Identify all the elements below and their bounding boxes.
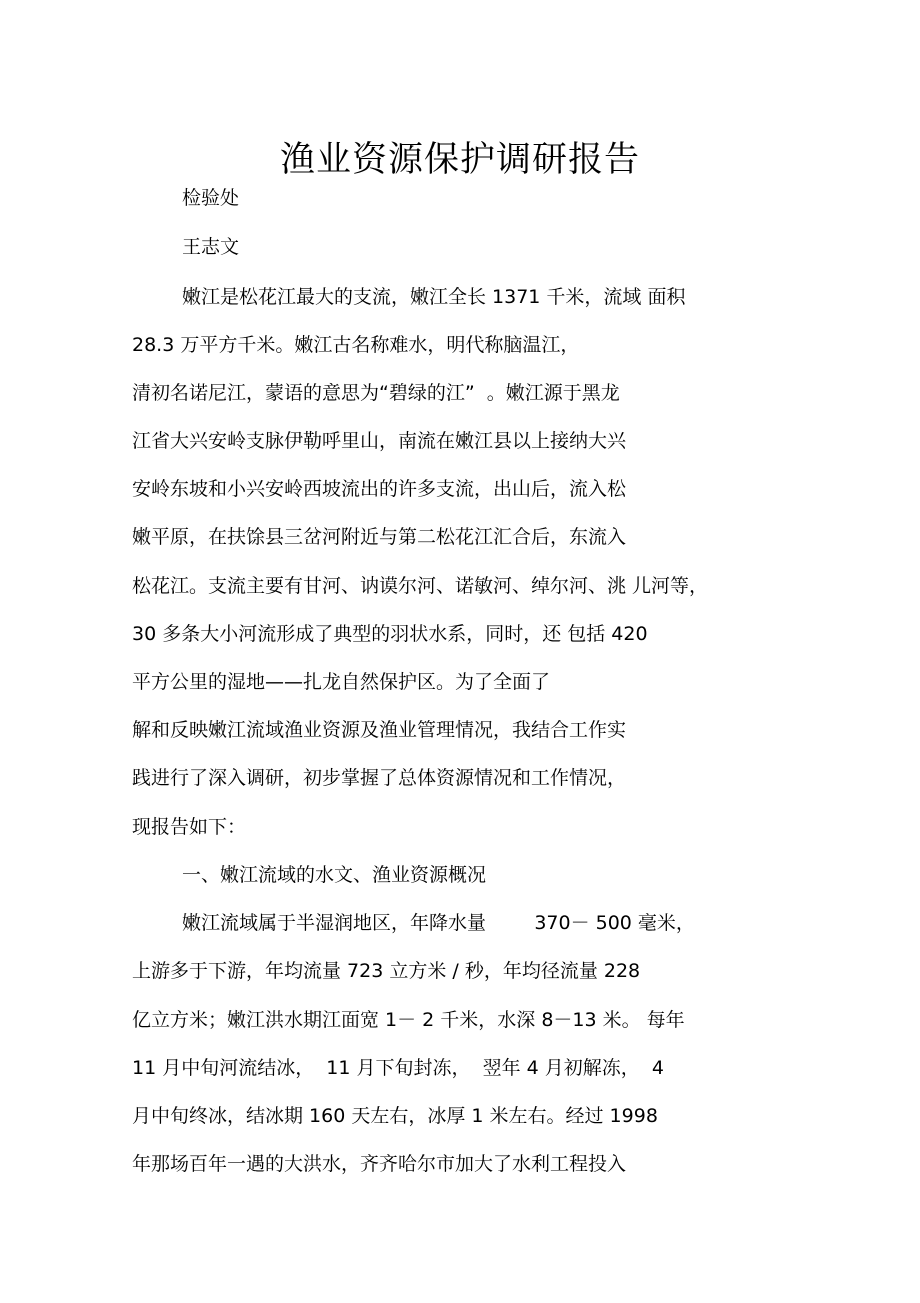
paragraph-line: 亿立方米；嫩江洪水期江面宽 1－ 2 千米，水深 8－13 米。 每年 <box>132 1009 685 1031</box>
paragraph-line: 嫩江流域属于半湿润地区，年降水量 370－ 500 毫米， <box>182 912 695 934</box>
paragraph-line: 解和反映嫩江流域渔业资源及渔业管理情况，我结合工作实 <box>132 719 627 741</box>
paragraph-line: 清初名诺尼江，蒙语的意思为“碧绿的江” 。嫩江源于黑龙 <box>132 382 620 404</box>
paragraph-line: 践进行了深入调研，初步掌握了总体资源情况和工作情况， <box>132 767 627 789</box>
paragraph-line: 上游多于下游，年均流量 723 立方米 / 秒，年均径流量 228 <box>132 960 641 982</box>
paragraph-line: 11 月中旬河流结冰， 11 月下旬封冻， 翌年 4 月初解冻， 4 <box>132 1057 664 1079</box>
paragraph-line: 30 多条大小河流形成了典型的羽状水系，同时，还 包括 420 <box>132 623 648 645</box>
author-name: 王志文 <box>182 236 240 258</box>
department-label: 检验处 <box>182 187 240 209</box>
paragraph-line: 现报告如下： <box>132 816 247 838</box>
paragraph-line: 28.3 万平方千米。嫩江古名称难水，明代称脑温江， <box>132 334 580 356</box>
paragraph-line: 月中旬终冰，结冰期 160 天左右，冰厚 1 米左右。经过 1998 <box>132 1105 658 1127</box>
paragraph-line: 年那场百年一遇的大洪水，齐齐哈尔市加大了水利工程投入 <box>132 1153 627 1175</box>
section-heading: 一、嫩江流域的水文、渔业资源概况 <box>182 864 487 886</box>
paragraph-line: 江省大兴安岭支脉伊勒呼里山，南流在嫩江县以上接纳大兴 <box>132 430 627 452</box>
paragraph-line: 平方公里的湿地——扎龙自然保护区。为了全面了 <box>132 671 551 693</box>
paragraph-line: 安岭东坡和小兴安岭西坡流出的许多支流，出山后，流入松 <box>132 478 627 500</box>
paragraph-line: 嫩平原，在扶馀县三岔河附近与第二松花江汇合后，东流入 <box>132 526 627 548</box>
document-title: 渔业资源保护调研报告 <box>279 140 640 181</box>
paragraph-line: 松花江。支流主要有甘河、讷谟尔河、诺敏河、绰尔河、洮 儿河等， <box>132 575 709 597</box>
paragraph-line: 嫩江是松花江最大的支流，嫩江全长 1371 千米，流域 面积 <box>182 286 686 308</box>
